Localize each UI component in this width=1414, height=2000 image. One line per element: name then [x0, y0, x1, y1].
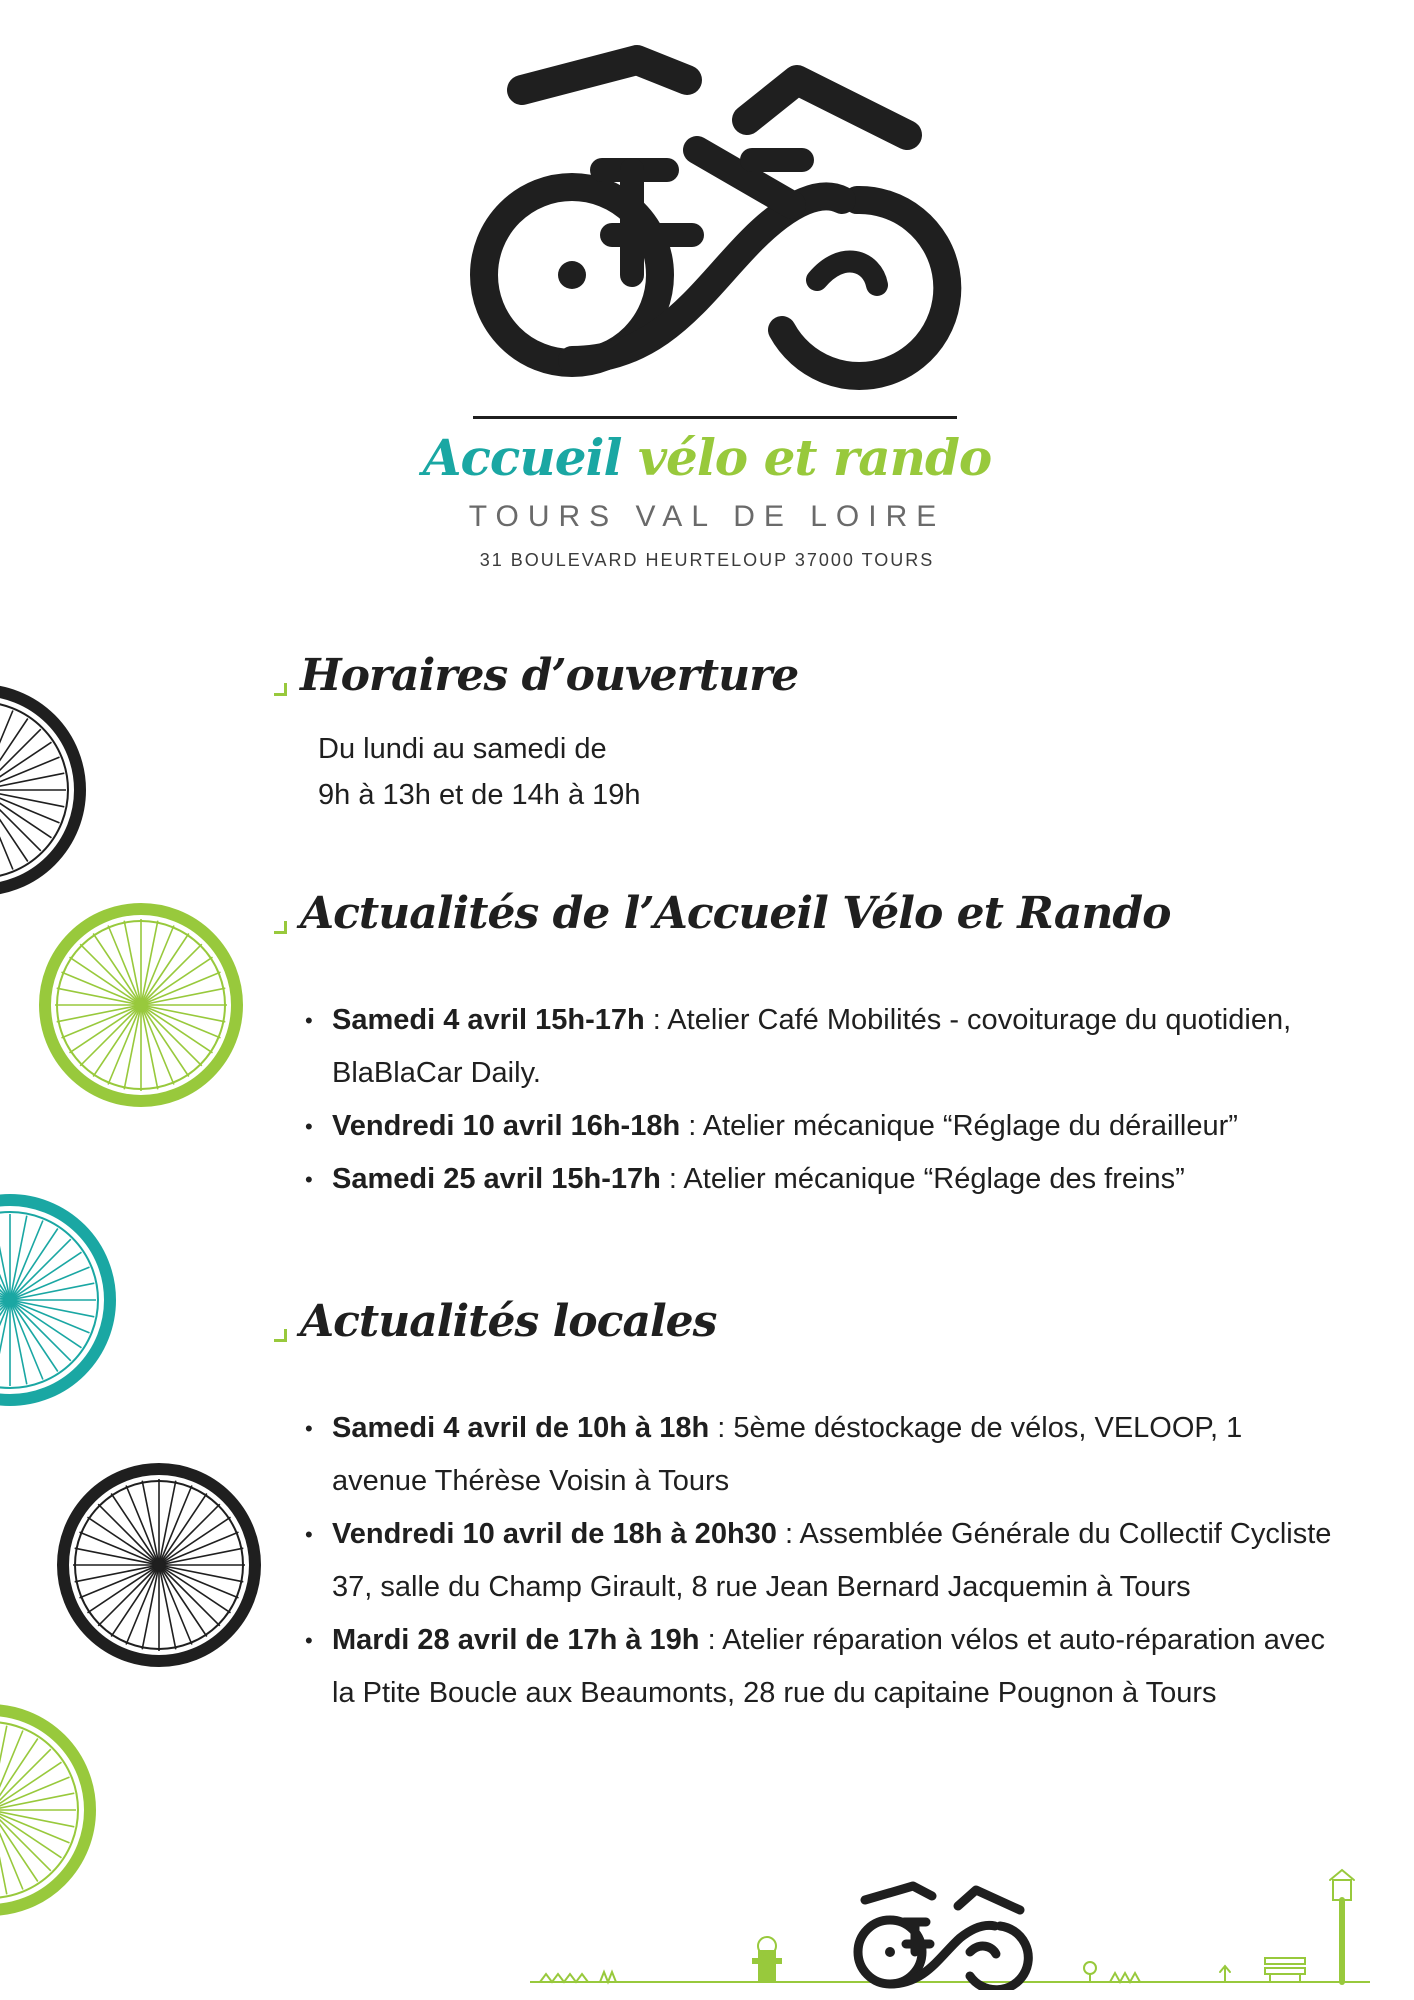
brand-word-accueil: Accueil: [422, 428, 622, 487]
brand-subtitle: TOURS VAL DE LOIRE: [468, 500, 946, 533]
section-corner-mark: [274, 921, 287, 934]
list-item: [305, 1402, 1335, 1508]
event-date: Vendredi 10 avril de 18h à 20h30: [332, 1518, 777, 1550]
event-date: Vendredi 10 avril 16h-18h: [332, 1110, 681, 1142]
hours-line-1: Du lundi au samedi de: [318, 733, 607, 765]
list-item: [305, 1508, 1335, 1614]
local-news-list: [305, 1402, 1335, 1720]
hours-text: [318, 726, 641, 818]
street-scene-icon: [530, 1840, 1370, 1990]
event-text: : Assemblée Générale du Collectif Cycliste 37, salle du Champ Girault, 8 rue Jean Bernard Jacquemin à Tours: [332, 1518, 1332, 1603]
hours-line-2: 9h à 13h et de 14h à 19h: [318, 779, 641, 811]
bicycle-logo-icon: [462, 30, 962, 400]
header-divider: [473, 416, 957, 419]
bicycle-wheel-icon: [54, 1460, 264, 1670]
list-item: [305, 1153, 1335, 1206]
list-item: [305, 1100, 1335, 1153]
local-news-title: Actualités locales: [300, 1296, 717, 1347]
event-date: Samedi 4 avril 15h-17h: [332, 1004, 645, 1036]
event-date: Samedi 25 avril 15h-17h: [332, 1163, 661, 1195]
brand-title: [357, 428, 1057, 487]
bicycle-wheel-icon: [0, 1190, 120, 1410]
event-text: : Atelier mécanique “Réglage des freins”: [660, 1163, 1185, 1195]
event-date: Mardi 28 avril de 17h à 19h: [332, 1624, 700, 1656]
event-text: : Atelier mécanique “Réglage du dérailleur”: [680, 1110, 1238, 1142]
event-text: : 5ème déstockage de vélos, VELOOP, 1 avenue Thérèse Voisin à Tours: [332, 1412, 1243, 1497]
event-date: Samedi 4 avril de 10h à 18h: [332, 1412, 710, 1444]
section-corner-mark: [274, 683, 287, 696]
event-text: : Atelier Café Mobilités - covoiturage du quotidien, BlaBlaCar Daily.: [332, 1004, 1292, 1089]
accueil-news-list: [305, 994, 1335, 1206]
bicycle-wheel-icon: [36, 900, 246, 1110]
list-item: [305, 994, 1335, 1100]
accueil-news-title: Actualités de l’Accueil Vélo et Rando: [300, 888, 1171, 939]
brand-word-velo-rando: vélo et rando: [637, 428, 992, 487]
brand-address: 31 BOULEVARD HEURTELOUP 37000 TOURS: [479, 550, 935, 570]
bicycle-wheel-icon: [0, 680, 90, 900]
section-corner-mark: [274, 1329, 287, 1342]
bicycle-wheel-icon: [0, 1700, 100, 1920]
hours-title: Horaires d’ouverture: [300, 650, 799, 701]
list-item: [305, 1614, 1335, 1720]
event-text: : Atelier réparation vélos et auto-réparation avec la Ptite Boucle aux Beaumonts, 28 rue du capitaine Pougnon à Tours: [332, 1624, 1325, 1709]
